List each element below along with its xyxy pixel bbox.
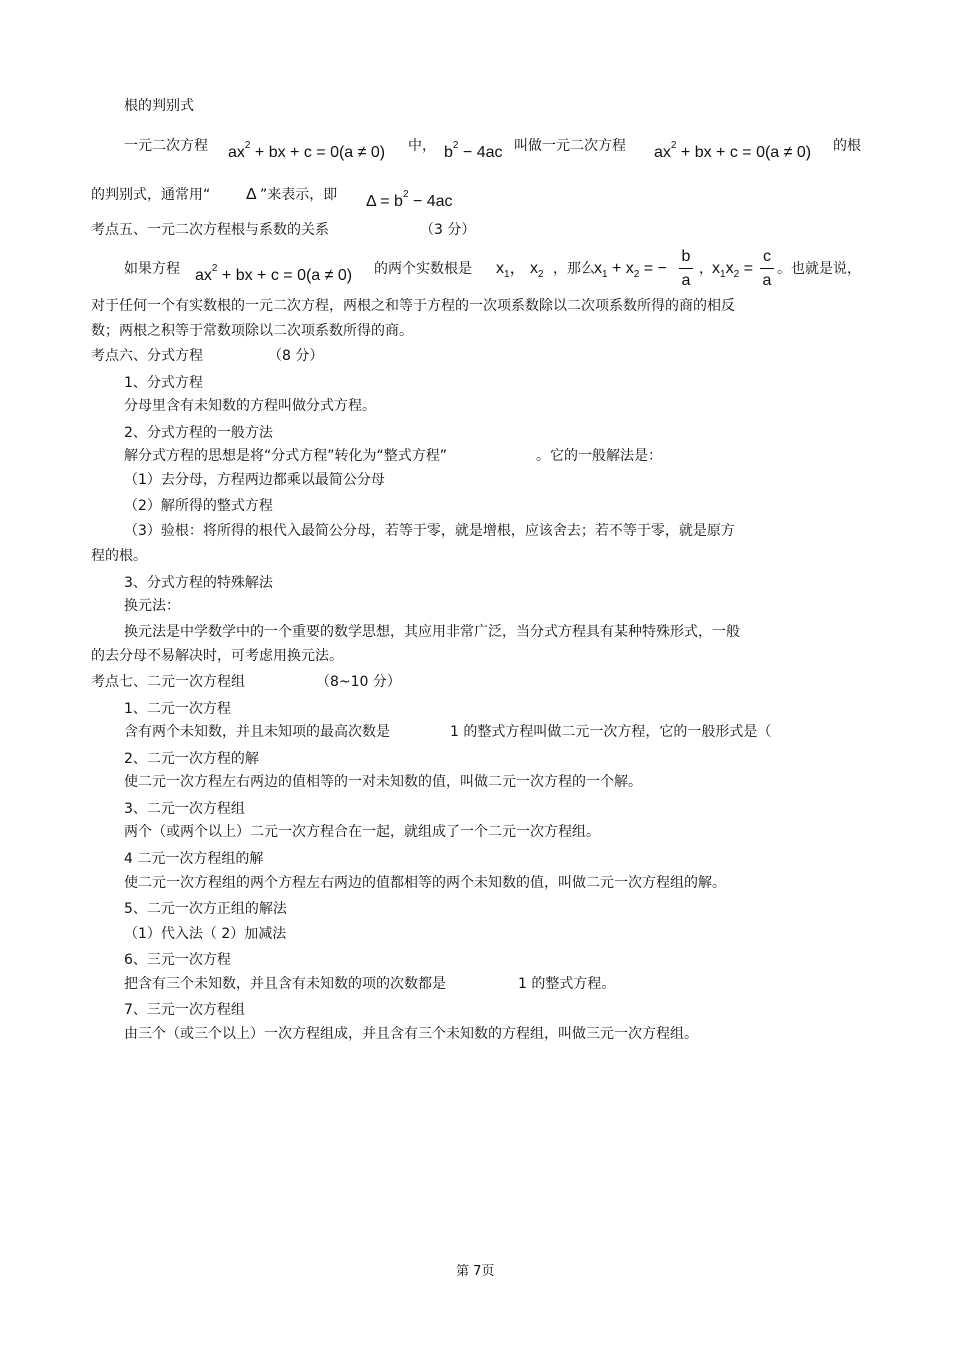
math-expression: $\Delta = b^2 - 4ac$ — [366, 189, 453, 210]
text-line: 叫做一元二次方程 — [514, 138, 626, 154]
math-expression: $b^2 - 4ac$ — [444, 140, 503, 161]
subheading: 5、二元一次方正组的解法 — [124, 901, 287, 917]
text-line: 的根 — [833, 138, 861, 154]
comma: ， — [699, 261, 713, 277]
text-line: 数；两根之积等于常数项除以二次项系数所得的商。 — [91, 323, 413, 339]
score-label: （8 分） — [268, 348, 324, 364]
subheading: 3、二元一次方程组 — [124, 801, 245, 817]
text-line: 的两个实数根是 — [374, 261, 472, 277]
text-line: 对于任何一个有实数根的一元二次方程，两根之和等于方程的一次项系数除以二次项系数所得的商的相反 — [91, 298, 735, 314]
roots-expression: $x_1$， $x_2$ — [496, 260, 544, 280]
subheading: 2、二元一次方程的解 — [124, 751, 259, 767]
text-line: 。它的一般解法是： — [536, 448, 662, 464]
subheading: 7、三元一次方程组 — [124, 1002, 245, 1018]
fraction-denominator: a — [762, 272, 772, 289]
text-line: 程的根。 — [91, 548, 147, 564]
text-line: 使二元一次方程组的两个方程左右两边的值都相等的两个未知数的值，叫做二元一次方程组的解。 — [124, 875, 726, 891]
text-line: 1 的整式方程叫做二元一次方程，它的一般形式是（ — [450, 724, 772, 740]
text-line: 的去分母不易解决时，可考虑用换元法。 — [91, 648, 343, 664]
text-line: 。也就是说， — [777, 261, 861, 277]
text-line: 一元二次方程 — [124, 138, 208, 154]
text-line: 含有两个未知数，并且未知项的最高次数是 — [124, 724, 390, 740]
section-heading: 考点六、分式方程 — [91, 348, 203, 364]
score-label: （3 分） — [420, 222, 476, 238]
fraction-denominator: a — [681, 272, 691, 289]
text-line: 如果方程 — [124, 261, 180, 277]
sum-of-roots: $x_1 + x_2$ = − — [594, 260, 667, 280]
list-item: （3）验根：将所得的根代入最简公分母，若等于零，就是增根，应该舍去；若不等于零，就是原方 — [124, 523, 735, 539]
math-expression: $ax^2$ + bx + c = 0(a ≠ 0) — [195, 263, 353, 284]
text-line: 换元法： — [124, 598, 180, 614]
text-line: 换元法是中学数学中的一个重要的数学思想，其应用非常广泛，当分式方程具有某种特殊形式，一般 — [124, 624, 740, 640]
text-line: ”来表示，即 — [260, 187, 338, 203]
text-line: 的判别式，通常用“ — [91, 187, 211, 203]
text-line: ，那么 — [553, 261, 595, 277]
text-line: 使二元一次方程左右两边的值相等的一对未知数的值，叫做二元一次方程的一个解。 — [124, 774, 642, 790]
text-line: 两个（或两个以上）二元一次方程合在一起，就组成了一个二元一次方程组。 — [124, 824, 600, 840]
page-number: 第 7页 — [456, 1264, 495, 1279]
fraction-numerator: b — [681, 248, 691, 265]
section-heading: 考点五、一元二次方程根与系数的关系 — [91, 222, 329, 238]
subheading: 3、分式方程的特殊解法 — [124, 575, 273, 591]
text-line: 解分式方程的思想是将“分式方程”转化为“整式方程” — [124, 448, 448, 464]
subheading: 4 二元一次方程组的解 — [124, 851, 264, 867]
section-heading: 考点七、二元一次方程组 — [91, 674, 245, 690]
score-label: （8~10 分） — [316, 674, 401, 690]
list-item: （1）去分母，方程两边都乘以最简公分母 — [124, 472, 385, 488]
subheading: 1、分式方程 — [124, 375, 203, 391]
delta-symbol: Δ — [246, 186, 257, 203]
text-line: 1 的整式方程。 — [518, 976, 616, 992]
text-line: 由三个（或三个以上）一次方程组成，并且含有三个未知数的方程组，叫做三元一次方程组。 — [124, 1026, 698, 1042]
text-line: 把含有三个未知数，并且含有未知数的项的次数都是 — [124, 976, 446, 992]
math-expression: $ax^2$ + bx + c = 0(a ≠ 0) — [228, 140, 386, 161]
fraction-bar — [760, 268, 774, 269]
product-of-roots: $x_1x_2$ = — [712, 260, 753, 280]
fraction-bar — [679, 268, 693, 269]
fraction-numerator: c — [763, 248, 771, 265]
text-line: 中， — [408, 138, 436, 154]
text-line: 分母里含有未知数的方程叫做分式方程。 — [124, 398, 376, 414]
subheading: 1、二元一次方程 — [124, 701, 231, 717]
subheading: 2、分式方程的一般方法 — [124, 425, 273, 441]
section-heading: 根的判别式 — [124, 98, 194, 114]
math-expression: $ax^2$ + bx + c = 0(a ≠ 0) — [654, 140, 812, 161]
list-item: （2）解所得的整式方程 — [124, 498, 273, 514]
subheading: 6、三元一次方程 — [124, 952, 231, 968]
list-item: （1）代入法（ 2）加减法 — [124, 926, 287, 942]
